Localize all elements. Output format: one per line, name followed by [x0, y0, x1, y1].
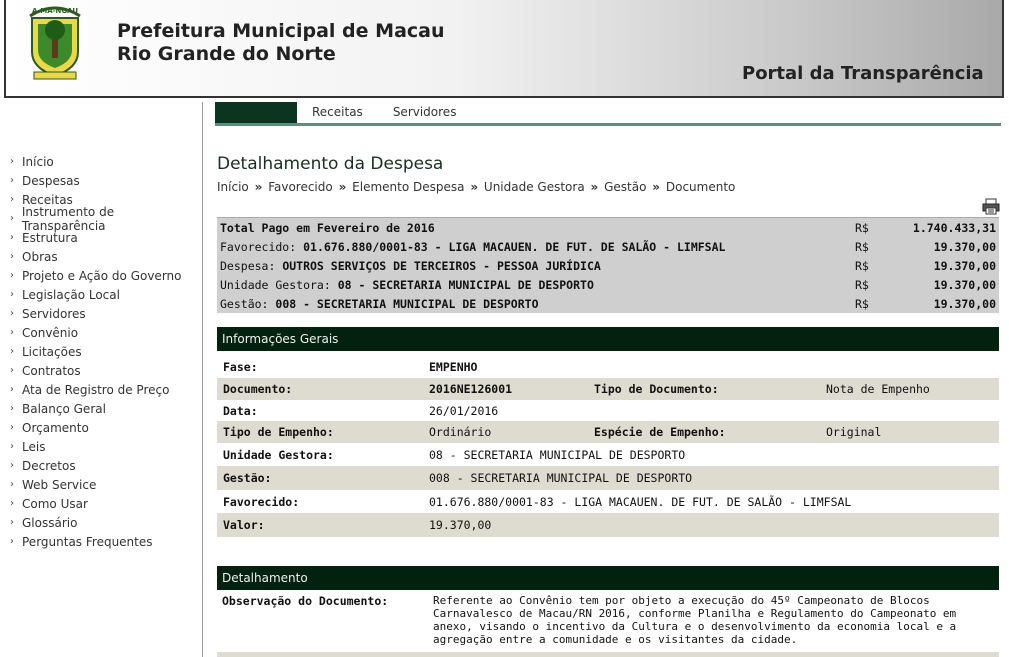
detail-row-observacao: [217, 594, 999, 646]
info-value: EMPENHO: [429, 359, 478, 374]
sidebar-item-label: Receitas: [22, 192, 73, 207]
info-row-valor: [217, 513, 999, 537]
sidebar-item-label: Balanço Geral: [22, 401, 106, 416]
info-value: Nota de Empenho: [826, 382, 930, 396]
totals-value: OUTROS SERVIÇOS DE TERCEIROS - PESSOA JURÍDICA: [282, 258, 601, 273]
chevron-right-icon: ›: [10, 213, 14, 224]
sidebar-item-legislacao[interactable]: [10, 285, 200, 304]
sidebar-item-label: Como Usar: [22, 496, 88, 511]
chevron-right-icon: ›: [10, 536, 14, 547]
totals-label: [217, 278, 855, 292]
tab-despesas[interactable]: Despesas: [215, 102, 297, 123]
sidebar-item-perguntas-frequentes[interactable]: [10, 532, 200, 551]
info-label: Espécie de Empenho:: [594, 425, 726, 439]
sidebar-item-contratos[interactable]: [10, 361, 200, 380]
sidebar-item-ata-registro-preco[interactable]: [10, 380, 200, 399]
detail-value: Referente ao Convênio tem por objeto a execução do 45º Campeonato de Blocos Carnavalesco de Macau/RN 2016, conforme Planilha e Regulamento do Campeonato em anexo, visando o incentivo da Cultura e o desenvolvimento da economia local e a agregação entre a comunidade e os visitantes da cidade.: [433, 594, 957, 646]
info-value: Ordinário: [429, 425, 492, 439]
org-name-line1: Prefeitura Municipal de Macau: [117, 20, 445, 42]
breadcrumb-inicio[interactable]: Início: [217, 180, 249, 194]
totals-amount: 19.370,00: [933, 277, 996, 292]
logo-text: A-MA-NGAU: [31, 7, 79, 15]
info-label: Gestão:: [223, 471, 272, 485]
info-label: Tipo de Empenho:: [223, 425, 334, 439]
totals-value: Total Pago em Fevereiro de 2016: [220, 220, 435, 235]
breadcrumb-separator: »: [254, 180, 263, 194]
info-label: Fase:: [223, 359, 258, 374]
totals-label: [217, 259, 855, 273]
info-row-data: [217, 400, 999, 421]
breadcrumb: [217, 180, 735, 194]
sidebar-item-label: Instrumento de Transparência: [21, 204, 115, 233]
sidebar-item-servidores[interactable]: [10, 304, 200, 323]
site-header: [4, 0, 1004, 98]
info-row-tipo-empenho: [217, 421, 999, 443]
chevron-right-icon: ›: [10, 232, 14, 243]
chevron-right-icon: ›: [10, 498, 14, 509]
sidebar-item-convenio[interactable]: [10, 323, 200, 342]
currency-symbol: R$: [855, 239, 869, 254]
page-title: Detalhamento da Despesa: [217, 154, 444, 174]
printer-icon[interactable]: [982, 198, 1000, 215]
info-label: Unidade Gestora:: [223, 447, 334, 462]
tab-receitas[interactable]: Receitas: [312, 105, 363, 119]
totals-amount: 19.370,00: [933, 296, 996, 311]
currency-symbol: R$: [855, 277, 869, 292]
sidebar-item-label: Despesas: [22, 173, 80, 188]
info-label: Documento:: [223, 382, 293, 396]
general-info-table: [217, 355, 999, 537]
currency-symbol: R$: [855, 220, 869, 235]
sidebar-item-instrumento-transparencia[interactable]: [10, 204, 200, 233]
chevron-right-icon: ›: [10, 441, 14, 452]
info-row-documento: [217, 378, 999, 400]
chevron-right-icon: ›: [10, 365, 14, 376]
org-name-line2: Rio Grande do Norte: [117, 43, 336, 65]
breadcrumb-separator: »: [590, 180, 599, 194]
currency-symbol: R$: [855, 296, 869, 311]
sidebar-item-label: Servidores: [22, 306, 86, 321]
totals-prefix: Unidade Gestora:: [220, 277, 338, 292]
chevron-right-icon: ›: [10, 308, 14, 319]
totals-label: [217, 297, 855, 311]
sidebar-item-como-usar[interactable]: [10, 494, 200, 513]
info-label: Valor:: [223, 518, 265, 532]
sidebar-item-label: Web Service: [22, 477, 97, 492]
info-row-favorecido: [217, 490, 999, 513]
breadcrumb-documento[interactable]: Documento: [665, 180, 736, 194]
sidebar-item-projeto-acao[interactable]: [10, 266, 200, 285]
org-name: [117, 20, 445, 66]
currency-symbol: R$: [855, 258, 869, 273]
info-value: 19.370,00: [429, 518, 492, 532]
chevron-right-icon: ›: [10, 194, 14, 205]
info-row-unidade-gestora: [217, 443, 999, 466]
chevron-right-icon: ›: [10, 327, 14, 338]
sidebar-item-balanco-geral[interactable]: [10, 399, 200, 418]
info-value: 2016NE126001: [429, 382, 513, 396]
tab-servidores[interactable]: Servidores: [392, 105, 457, 119]
sidebar-item-despesas[interactable]: [10, 171, 200, 190]
info-value: 08 - SECRETARIA MUNICIPAL DE DESPORTO: [429, 447, 686, 462]
chevron-right-icon: ›: [10, 479, 14, 490]
sidebar-menu: [10, 152, 200, 551]
sidebar-item-label: Convênio: [22, 325, 79, 340]
sidebar-item-label: Estrutura: [22, 230, 78, 245]
totals-row-unidade-gestora: [217, 275, 999, 294]
portal-title: Portal da Transparência: [742, 63, 984, 84]
totals-amount: 1.740.433,31: [912, 220, 996, 235]
sidebar-item-label: Legislação Local: [22, 287, 120, 302]
top-tabs: [215, 102, 1001, 126]
chevron-right-icon: ›: [10, 289, 14, 300]
info-label: Tipo de Documento:: [594, 382, 719, 396]
info-value: 008 - SECRETARIA MUNICIPAL DE DESPORTO: [429, 471, 693, 485]
sidebar-item-label: Projeto e Ação do Governo: [22, 268, 182, 283]
sidebar-item-label: Ata de Registro de Preço: [22, 382, 170, 397]
breadcrumb-unidade-gestora[interactable]: Unidade Gestora: [483, 180, 585, 194]
totals-label: [217, 240, 855, 254]
info-value: 01.676.880/0001-83 - LIGA MACAUEN. DE FUT. DE SALÃO - LIMFSAL: [429, 494, 852, 509]
totals-prefix: Despesa:: [220, 258, 283, 273]
chevron-right-icon: ›: [10, 460, 14, 471]
totals-prefix: Favorecido:: [220, 239, 304, 254]
totals-prefix: Gestão:: [220, 296, 276, 311]
totals-label: [217, 221, 855, 235]
totals-row-gestao: [217, 294, 999, 313]
breadcrumb-gestao[interactable]: Gestão: [604, 180, 647, 194]
info-row-gestao: [217, 466, 999, 490]
sidebar-item-label: Leis: [22, 439, 46, 454]
sidebar-item-glossario[interactable]: [10, 513, 200, 532]
chevron-right-icon: ›: [10, 384, 14, 395]
detail-label: Observação do Documento:: [222, 594, 389, 608]
sidebar-item-leis[interactable]: [10, 437, 200, 456]
sidebar-divider: [202, 102, 203, 657]
sidebar-item-web-service[interactable]: [10, 475, 200, 494]
breadcrumb-separator: »: [652, 180, 661, 194]
section-header-detalhamento: Detalhamento: [217, 566, 999, 590]
totals-row-despesa: [217, 256, 999, 275]
sidebar-item-label: Decretos: [22, 458, 76, 473]
chevron-right-icon: ›: [10, 251, 14, 262]
breadcrumb-separator: »: [470, 180, 479, 194]
sidebar-item-label: Início: [22, 154, 54, 169]
info-value: Original: [826, 425, 882, 439]
chevron-right-icon: ›: [10, 517, 14, 528]
sidebar-item-label: Glossário: [22, 515, 78, 530]
sidebar-item-label: Orçamento: [22, 420, 89, 435]
totals-value: 08 - SECRETARIA MUNICIPAL DE DESPORTO: [337, 277, 594, 292]
chevron-right-icon: ›: [10, 422, 14, 433]
sidebar-item-label: Obras: [22, 249, 58, 264]
chevron-right-icon: ›: [10, 156, 14, 167]
totals-row-total: [217, 218, 999, 237]
sidebar-item-label: Licitações: [22, 344, 82, 359]
breadcrumb-separator: »: [338, 180, 347, 194]
section-header-informacoes-gerais: Informações Gerais: [217, 327, 999, 351]
info-label: Favorecido:: [223, 494, 300, 509]
sidebar-item-inicio[interactable]: [10, 152, 200, 171]
info-value: 26/01/2016: [429, 403, 499, 418]
chevron-right-icon: ›: [10, 403, 14, 414]
municipal-coat-of-arms-icon[interactable]: [24, 2, 86, 82]
totals-value: 008 - SECRETARIA MUNICIPAL DE DESPORTO: [275, 296, 539, 311]
totals-value: 01.676.880/0001-83 - LIGA MACAUEN. DE FUT. DE SALÃO - LIMFSAL: [303, 239, 726, 254]
info-label: Data:: [223, 403, 258, 418]
breadcrumb-elemento-despesa[interactable]: Elemento Despesa: [352, 180, 465, 194]
totals-amount: 19.370,00: [933, 239, 996, 254]
info-row-fase: [217, 355, 999, 378]
row-stripe: [217, 652, 999, 657]
sidebar-item-label: Perguntas Frequentes: [22, 534, 153, 549]
chevron-right-icon: ›: [10, 270, 14, 281]
breadcrumb-favorecido[interactable]: Favorecido: [268, 180, 333, 194]
sidebar-item-obras[interactable]: [10, 247, 200, 266]
totals-row-favorecido: [217, 237, 999, 256]
totals-summary: [217, 217, 999, 313]
sidebar-item-licitacoes[interactable]: [10, 342, 200, 361]
sidebar-item-label: Contratos: [22, 363, 81, 378]
sidebar-item-decretos[interactable]: [10, 456, 200, 475]
sidebar-item-orcamento[interactable]: [10, 418, 200, 437]
chevron-right-icon: ›: [10, 175, 14, 186]
totals-amount: 19.370,00: [933, 258, 996, 273]
chevron-right-icon: ›: [10, 346, 14, 357]
